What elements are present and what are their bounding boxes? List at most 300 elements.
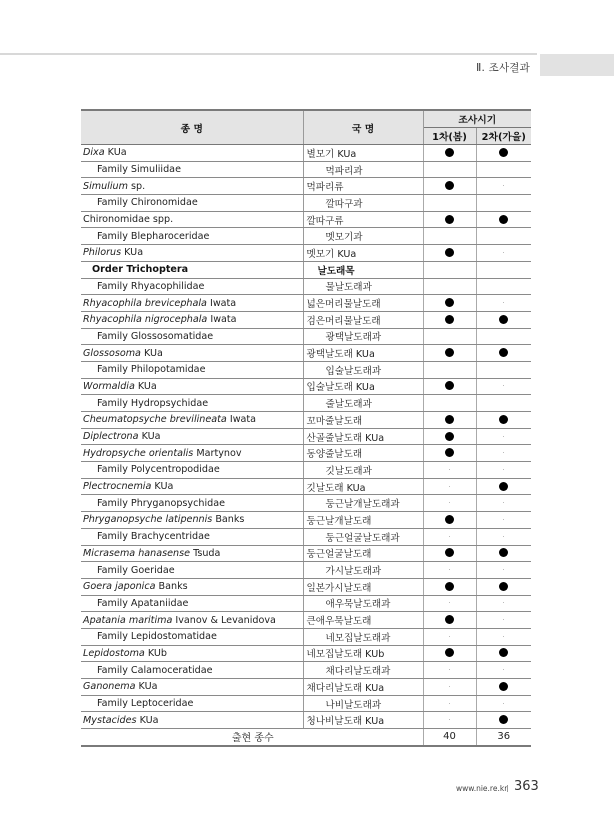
- korean-name: 깃날도래 KUa: [303, 478, 423, 495]
- second-survey-cell: [476, 328, 531, 345]
- scientific-name: [81, 311, 303, 328]
- taxon-author: Tsuda: [190, 547, 221, 559]
- second-survey-cell: [476, 261, 531, 278]
- first-survey-cell: [423, 578, 476, 595]
- second-survey-cell: [476, 628, 531, 645]
- korean-name: 산골줄날도래 KUa: [303, 428, 423, 445]
- presence-dot-icon: [445, 215, 454, 224]
- section-label: Ⅱ. 조사결과: [476, 62, 530, 74]
- taxon-author: KUa: [135, 681, 158, 693]
- italic-taxon: Hydropsyche orientalis: [83, 447, 194, 459]
- first-survey-cell: [423, 662, 476, 679]
- scientific-name: [81, 412, 303, 429]
- table-row: [81, 311, 531, 328]
- table-row: [81, 295, 531, 312]
- presence-dot-icon: [499, 548, 508, 557]
- taxon-author: Banks: [155, 581, 188, 593]
- korean-name: 둥근얼굴날도래: [303, 545, 423, 562]
- scientific-name: [81, 528, 303, 545]
- table-row: [81, 462, 531, 479]
- second-survey-cell: [476, 211, 531, 228]
- table-row: [81, 412, 531, 429]
- second-survey-cell: [476, 512, 531, 529]
- taxon-author: Family Glossosomatidae: [97, 330, 214, 342]
- absence-mark-icon: [449, 602, 450, 603]
- total-label: 출현 종수: [81, 729, 423, 746]
- second-survey-cell: [476, 195, 531, 212]
- second-survey-cell: [476, 679, 531, 696]
- table-row: [81, 228, 531, 245]
- italic-taxon: Goera japonica: [83, 581, 156, 593]
- absence-mark-icon: [449, 719, 450, 720]
- korean-name: 검은머리물날도래: [303, 311, 423, 328]
- korean-name: 먹파리과: [303, 161, 423, 178]
- taxon-author: Family Calamoceratidae: [97, 664, 213, 676]
- absence-mark-icon: [449, 703, 450, 704]
- header-korean-name: 국 명: [303, 110, 423, 145]
- second-survey-cell: [476, 345, 531, 362]
- table-row: [81, 645, 531, 662]
- first-survey-cell: [423, 428, 476, 445]
- taxon-author: Family Simuliidae: [97, 164, 181, 176]
- first-survey-cell: [423, 361, 476, 378]
- presence-dot-icon: [445, 615, 454, 624]
- italic-taxon: Cheumatopsyche brevilineata: [83, 414, 227, 426]
- first-survey-cell: [423, 628, 476, 645]
- presence-dot-icon: [445, 415, 454, 424]
- scientific-name: [81, 378, 303, 395]
- page-number: 363: [514, 779, 539, 794]
- scientific-name: [81, 278, 303, 295]
- total-row: [81, 729, 531, 746]
- table-row: [81, 211, 531, 228]
- table-row: [81, 195, 531, 212]
- korean-name: 깔따구류: [303, 211, 423, 228]
- presence-dot-icon: [445, 582, 454, 591]
- table-row: [81, 345, 531, 362]
- header-row: [81, 110, 531, 128]
- first-survey-cell: [423, 161, 476, 178]
- korean-name: 먹파리류: [303, 178, 423, 195]
- second-survey-cell: [476, 562, 531, 579]
- first-survey-cell: [423, 679, 476, 696]
- second-survey-cell: [476, 578, 531, 595]
- scientific-name: [81, 328, 303, 345]
- presence-dot-icon: [499, 482, 508, 491]
- presence-dot-icon: [445, 448, 454, 457]
- taxon-author: KUa: [104, 147, 127, 159]
- taxon-author: Chironomidae spp.: [83, 214, 174, 226]
- header-first-survey: 1차(봄): [423, 128, 476, 145]
- first-survey-cell: [423, 612, 476, 629]
- first-survey-cell: [423, 478, 476, 495]
- table-row: [81, 612, 531, 629]
- table-row: [81, 178, 531, 195]
- scientific-name: [81, 228, 303, 245]
- scientific-name: [81, 428, 303, 445]
- scientific-name: [81, 578, 303, 595]
- table-row: [81, 528, 531, 545]
- korean-name: 둥근날개날도래: [303, 512, 423, 529]
- table-row: [81, 562, 531, 579]
- italic-taxon: Glossosoma: [83, 347, 141, 359]
- absence-mark-icon: [503, 602, 504, 603]
- absence-mark-icon: [503, 436, 504, 437]
- absence-mark-icon: [449, 669, 450, 670]
- taxon-author: Family Chironomidae: [97, 197, 198, 209]
- korean-name: 청나비날도래 KUa: [303, 712, 423, 729]
- presence-dot-icon: [445, 381, 454, 390]
- second-survey-cell: [476, 695, 531, 712]
- taxon-author: Family Apataniidae: [97, 597, 189, 609]
- table-row: [81, 628, 531, 645]
- absence-mark-icon: [503, 185, 504, 186]
- korean-name: 광택날도래 KUa: [303, 345, 423, 362]
- presence-dot-icon: [499, 148, 508, 157]
- italic-taxon: Mystacides: [83, 714, 137, 726]
- table-row: [81, 695, 531, 712]
- scientific-name: [81, 245, 303, 262]
- scientific-name: [81, 645, 303, 662]
- header-species: 종 명: [81, 110, 303, 145]
- first-survey-cell: [423, 512, 476, 529]
- second-survey-cell: [476, 645, 531, 662]
- taxon-author: KUa: [134, 380, 157, 392]
- first-survey-cell: [423, 545, 476, 562]
- presence-dot-icon: [445, 548, 454, 557]
- first-survey-cell: [423, 645, 476, 662]
- scientific-name: [81, 295, 303, 312]
- table-row: [81, 245, 531, 262]
- table-row: [81, 478, 531, 495]
- first-survey-cell: [423, 245, 476, 262]
- second-survey-cell: [476, 662, 531, 679]
- scientific-name: [81, 445, 303, 462]
- total-second: 36: [476, 729, 531, 746]
- korean-name: 날도래목: [303, 261, 423, 278]
- presence-dot-icon: [445, 181, 454, 190]
- second-survey-cell: [476, 361, 531, 378]
- presence-dot-icon: [499, 682, 508, 691]
- first-survey-cell: [423, 528, 476, 545]
- italic-taxon: Rhyacophila brevicephala: [83, 297, 207, 309]
- scientific-name: [81, 261, 303, 278]
- scientific-name: [81, 178, 303, 195]
- scientific-name: [81, 145, 303, 162]
- korean-name: 별모기 KUa: [303, 145, 423, 162]
- absence-mark-icon: [449, 469, 450, 470]
- presence-dot-icon: [445, 248, 454, 257]
- section-tab: [540, 54, 614, 76]
- taxon-author: KUa: [138, 431, 161, 443]
- first-survey-cell: [423, 495, 476, 512]
- taxon-author: Family Phryganopsychidae: [97, 497, 225, 509]
- korean-name: 둥근날개날도래과: [303, 495, 423, 512]
- second-survey-cell: [476, 495, 531, 512]
- korean-name: 네모집날도래 KUb: [303, 645, 423, 662]
- header-survey-period: 조사시기: [423, 110, 531, 128]
- presence-dot-icon: [499, 415, 508, 424]
- second-survey-cell: [476, 245, 531, 262]
- first-survey-cell: [423, 562, 476, 579]
- absence-mark-icon: [503, 469, 504, 470]
- second-survey-cell: [476, 528, 531, 545]
- absence-mark-icon: [503, 536, 504, 537]
- italic-taxon: Rhyacophila nigrocephala: [83, 314, 208, 326]
- table-row: [81, 712, 531, 729]
- absence-mark-icon: [503, 669, 504, 670]
- first-survey-cell: [423, 178, 476, 195]
- second-survey-cell: [476, 612, 531, 629]
- presence-dot-icon: [499, 648, 508, 657]
- taxon-author: Ivanov & Levanidova: [172, 614, 276, 626]
- korean-name: 물날도래과: [303, 278, 423, 295]
- italic-taxon: Diplectrona: [83, 431, 139, 443]
- table-row: [81, 679, 531, 696]
- header-second-survey: 2차(가을): [476, 128, 531, 145]
- header-rule: [0, 53, 537, 55]
- taxon-author: Family Polycentropodidae: [97, 464, 220, 476]
- korean-name: 줄날도래과: [303, 395, 423, 412]
- table-row: [81, 261, 531, 278]
- korean-name: 멧모기 KUa: [303, 245, 423, 262]
- italic-taxon: Wormaldia: [83, 380, 135, 392]
- presence-dot-icon: [499, 715, 508, 724]
- second-survey-cell: [476, 462, 531, 479]
- taxon-author: sp.: [127, 180, 146, 192]
- taxon-author: Family Brachycentridae: [97, 531, 210, 543]
- taxon-author: Order Trichoptera: [92, 264, 189, 276]
- taxon-author: Family Hydropsychidae: [97, 397, 209, 409]
- scientific-name: [81, 345, 303, 362]
- absence-mark-icon: [503, 302, 504, 303]
- korean-name: 깔따구과: [303, 195, 423, 212]
- taxon-author: Family Goeridae: [97, 564, 175, 576]
- scientific-name: [81, 545, 303, 562]
- first-survey-cell: [423, 145, 476, 162]
- first-survey-cell: [423, 228, 476, 245]
- second-survey-cell: [476, 395, 531, 412]
- presence-dot-icon: [499, 215, 508, 224]
- korean-name: 큰애우묵날도래: [303, 612, 423, 629]
- first-survey-cell: [423, 295, 476, 312]
- korean-name: 동양줄날도래: [303, 445, 423, 462]
- korean-name: 네모집날도래과: [303, 628, 423, 645]
- table-row: [81, 545, 531, 562]
- korean-name: 둥근얼굴날도래과: [303, 528, 423, 545]
- first-survey-cell: [423, 445, 476, 462]
- presence-dot-icon: [445, 348, 454, 357]
- presence-dot-icon: [445, 315, 454, 324]
- first-survey-cell: [423, 311, 476, 328]
- scientific-name: [81, 512, 303, 529]
- second-survey-cell: [476, 595, 531, 612]
- absence-mark-icon: [503, 502, 504, 503]
- korean-name: 광택날도래과: [303, 328, 423, 345]
- scientific-name: [81, 495, 303, 512]
- italic-taxon: Lepidostoma: [83, 647, 145, 659]
- taxon-author: KUa: [121, 247, 144, 259]
- korean-name: 깃날도래과: [303, 462, 423, 479]
- scientific-name: [81, 195, 303, 212]
- scientific-name: [81, 211, 303, 228]
- second-survey-cell: [476, 228, 531, 245]
- first-survey-cell: [423, 195, 476, 212]
- scientific-name: [81, 612, 303, 629]
- absence-mark-icon: [503, 569, 504, 570]
- scientific-name: [81, 712, 303, 729]
- table-row: [81, 495, 531, 512]
- absence-mark-icon: [449, 636, 450, 637]
- first-survey-cell: [423, 378, 476, 395]
- absence-mark-icon: [503, 385, 504, 386]
- taxon-author: Iwata: [226, 414, 257, 426]
- italic-taxon: Plectrocnemia: [83, 481, 152, 493]
- first-survey-cell: [423, 395, 476, 412]
- scientific-name: [81, 478, 303, 495]
- absence-mark-icon: [449, 486, 450, 487]
- taxon-author: Martynov: [193, 447, 242, 459]
- first-survey-cell: [423, 712, 476, 729]
- scientific-name: [81, 462, 303, 479]
- absence-mark-icon: [449, 686, 450, 687]
- first-survey-cell: [423, 595, 476, 612]
- absence-mark-icon: [503, 252, 504, 253]
- taxon-author: Family Leptoceridae: [97, 698, 194, 710]
- taxon-author: Iwata: [207, 314, 237, 326]
- table-row: [81, 428, 531, 445]
- korean-name: 일본가시날도래: [303, 578, 423, 595]
- scientific-name: [81, 395, 303, 412]
- presence-dot-icon: [445, 648, 454, 657]
- taxon-author: KUa: [151, 481, 174, 493]
- taxon-author: Banks: [212, 514, 245, 526]
- second-survey-cell: [476, 311, 531, 328]
- presence-dot-icon: [499, 582, 508, 591]
- taxon-author: KUa: [140, 347, 163, 359]
- korean-name: 멧모기과: [303, 228, 423, 245]
- absence-mark-icon: [503, 703, 504, 704]
- presence-dot-icon: [445, 148, 454, 157]
- presence-dot-icon: [445, 515, 454, 524]
- scientific-name: [81, 595, 303, 612]
- table-row: [81, 445, 531, 462]
- table-row: [81, 662, 531, 679]
- absence-mark-icon: [449, 502, 450, 503]
- first-survey-cell: [423, 211, 476, 228]
- first-survey-cell: [423, 462, 476, 479]
- italic-taxon: Dixa: [83, 147, 105, 159]
- scientific-name: [81, 679, 303, 696]
- presence-dot-icon: [499, 348, 508, 357]
- scientific-name: [81, 161, 303, 178]
- second-survey-cell: [476, 445, 531, 462]
- korean-name: 입술날도래과: [303, 361, 423, 378]
- scientific-name: [81, 562, 303, 579]
- italic-taxon: Simulium: [83, 180, 128, 192]
- absence-mark-icon: [503, 452, 504, 453]
- taxon-author: KUb: [144, 647, 168, 659]
- taxon-author: Family Blepharoceridae: [97, 230, 210, 242]
- italic-taxon: Micrasema hanasense: [83, 547, 191, 559]
- korean-name: 채다리날도래과: [303, 662, 423, 679]
- first-survey-cell: [423, 345, 476, 362]
- taxon-author: Iwata: [206, 297, 237, 309]
- total-first: 40: [423, 729, 476, 746]
- table-row: [81, 578, 531, 595]
- korean-name: 입술날도래 KUa: [303, 378, 423, 395]
- second-survey-cell: [476, 545, 531, 562]
- taxon-author: Family Rhyacophilidae: [97, 280, 205, 292]
- italic-taxon: Phryganopsyche latipennis: [83, 514, 213, 526]
- presence-dot-icon: [445, 432, 454, 441]
- absence-mark-icon: [449, 536, 450, 537]
- korean-name: 넓은머리물날도래: [303, 295, 423, 312]
- absence-mark-icon: [503, 519, 504, 520]
- footer-divider: [507, 785, 508, 792]
- second-survey-cell: [476, 295, 531, 312]
- second-survey-cell: [476, 478, 531, 495]
- species-table: [81, 109, 531, 747]
- second-survey-cell: [476, 712, 531, 729]
- italic-taxon: Ganonema: [83, 681, 136, 693]
- korean-name: 애우묵날도래과: [303, 595, 423, 612]
- second-survey-cell: [476, 278, 531, 295]
- table-row: [81, 361, 531, 378]
- taxon-author: KUa: [136, 714, 159, 726]
- scientific-name: [81, 628, 303, 645]
- italic-taxon: Philorus: [83, 247, 122, 259]
- second-survey-cell: [476, 161, 531, 178]
- italic-taxon: Apatania maritima: [83, 614, 173, 626]
- korean-name: 가시날도래과: [303, 562, 423, 579]
- absence-mark-icon: [503, 636, 504, 637]
- presence-dot-icon: [499, 315, 508, 324]
- first-survey-cell: [423, 261, 476, 278]
- first-survey-cell: [423, 695, 476, 712]
- taxon-author: Family Philopotamidae: [97, 364, 206, 376]
- second-survey-cell: [476, 178, 531, 195]
- table-row: [81, 161, 531, 178]
- table-row: [81, 378, 531, 395]
- table-row: [81, 595, 531, 612]
- table-row: [81, 328, 531, 345]
- second-survey-cell: [476, 412, 531, 429]
- table-row: [81, 278, 531, 295]
- second-survey-cell: [476, 378, 531, 395]
- table-body: [81, 145, 531, 729]
- table-row: [81, 512, 531, 529]
- scientific-name: [81, 361, 303, 378]
- second-survey-cell: [476, 428, 531, 445]
- first-survey-cell: [423, 328, 476, 345]
- footer-url: www.nie.re.kr: [456, 784, 508, 793]
- absence-mark-icon: [503, 619, 504, 620]
- presence-dot-icon: [445, 298, 454, 307]
- first-survey-cell: [423, 278, 476, 295]
- korean-name: 채다리날도래 KUa: [303, 679, 423, 696]
- table-row: [81, 145, 531, 162]
- korean-name: 꼬마줄날도래: [303, 412, 423, 429]
- scientific-name: [81, 662, 303, 679]
- korean-name: 나비날도래과: [303, 695, 423, 712]
- first-survey-cell: [423, 412, 476, 429]
- taxon-author: Family Lepidostomatidae: [97, 631, 217, 643]
- table-row: [81, 395, 531, 412]
- absence-mark-icon: [449, 569, 450, 570]
- scientific-name: [81, 695, 303, 712]
- second-survey-cell: [476, 145, 531, 162]
